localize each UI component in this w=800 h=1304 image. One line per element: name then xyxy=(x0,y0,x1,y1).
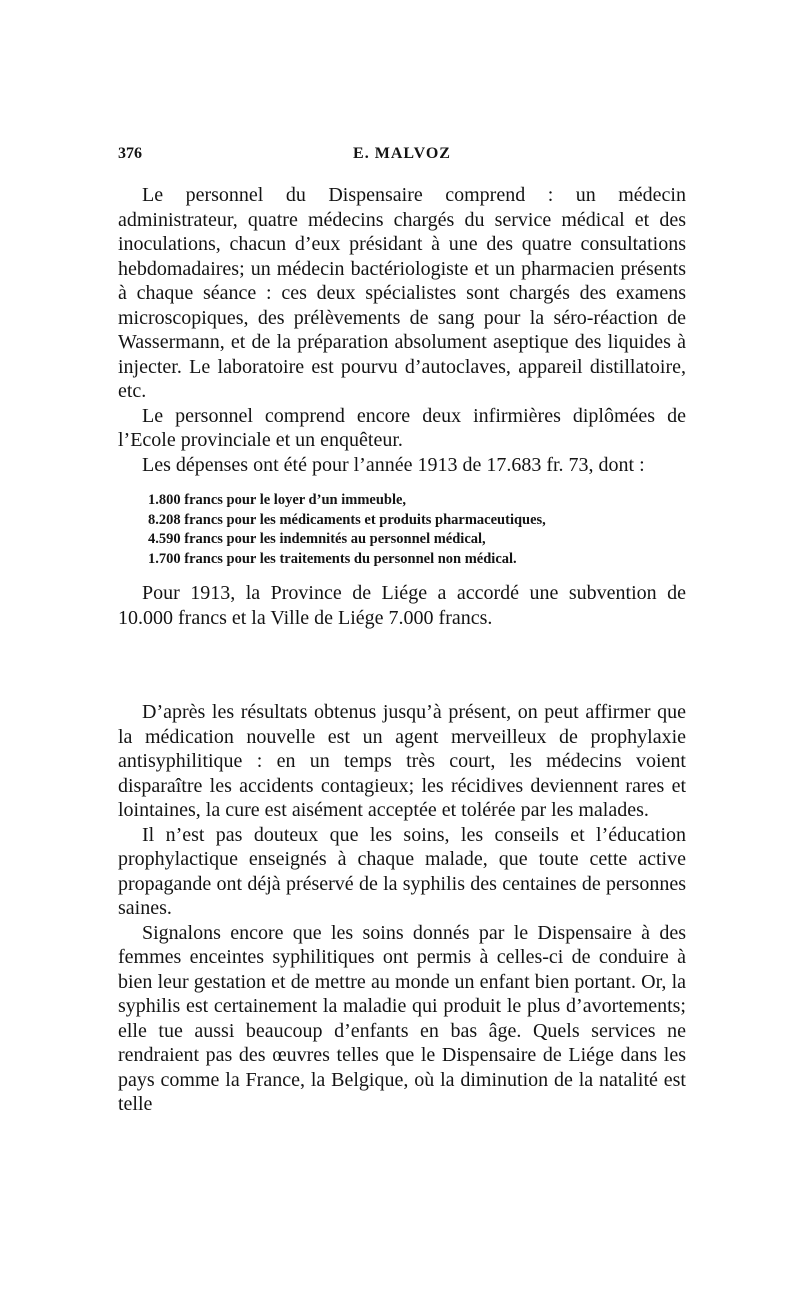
paragraph-pregnant-women: Signalons encore que les soins donnés par le Dispensaire à des femmes enceintes syphilitiques ont permis à celles-ci de conduire à bien leur gestation et de mettre au monde un enfant bien portant. Or, la syphilis est certainement la maladie qui produit le plus d’avortements; elle tue aussi beaucoup d’enfants en bas âge. Quels services ne rendraient pas des œuvres telles que le Dispensaire de Liége dans les pays comme la France, la Belgique, où la diminution de la natalité est telle xyxy=(118,921,686,1115)
expense-item: 4.590 francs pour les indemnités au personnel médical, xyxy=(148,531,486,547)
paragraph-nurses: Le personnel comprend encore deux infirmières diplômées de l’Ecole provinciale et un enquêteur. xyxy=(118,404,686,451)
expense-item: 1.800 francs pour le loyer d’un immeuble, xyxy=(148,492,407,508)
paragraph-prophylaxis: Il n’est pas douteux que les soins, les conseils et l’éducation prophylactique enseignés à chaque malade, que toute cette active propagande ont déjà préservé de la syphilis des centaines de personnes saines. xyxy=(118,823,686,919)
expense-item: 8.208 francs pour les médicaments et produits pharmaceutiques, xyxy=(148,511,546,528)
paragraph-results: D’après les résultats obtenus jusqu’à présent, on peut affirmer que la médication nouvelle est un agent merveilleux de prophylaxie antisyphilitique : en un temps très court, les médecins voient disparaître les accidents contagieux; les récidives deviennent rares et lointaines, la cure est aisément acceptée et tolérée par les malades. xyxy=(118,701,686,821)
paragraph-staff: Le personnel du Dispensaire comprend : un médecin administrateur, quatre médecins chargés du service médical et des inoculations, chacun d’eux présidant à une des quatre consultations hebdomadaires; un médecin bactériologiste et un pharmacien présents à chaque séance : ces deux spécialistes sont chargés des examens microscopiques, des prélèvements de sang pour la séro-réaction de Wassermann, et de la préparation absolument aseptique des liquides à injecter. Le laboratoire est pourvu d’autoclaves, appareil distillatoire, etc. xyxy=(118,184,686,402)
page-header xyxy=(118,145,686,169)
expense-list xyxy=(118,491,686,569)
paragraph-expenses-intro: Les dépenses ont été pour l’année 1913 de 17.683 fr. 73, dont : xyxy=(142,453,645,476)
section-staff-and-expenses xyxy=(118,183,686,630)
paragraph-subsidy: Pour 1913, la Province de Liége a accordé une subvention de 10.000 francs et la Ville de Liége 7.000 francs. xyxy=(118,582,686,629)
page-number: 376 xyxy=(118,145,142,162)
expense-item: 1.700 francs pour les traitements du personnel non médical. xyxy=(148,550,517,567)
section-results xyxy=(118,700,686,1117)
running-head: E. MALVOZ xyxy=(353,145,451,162)
